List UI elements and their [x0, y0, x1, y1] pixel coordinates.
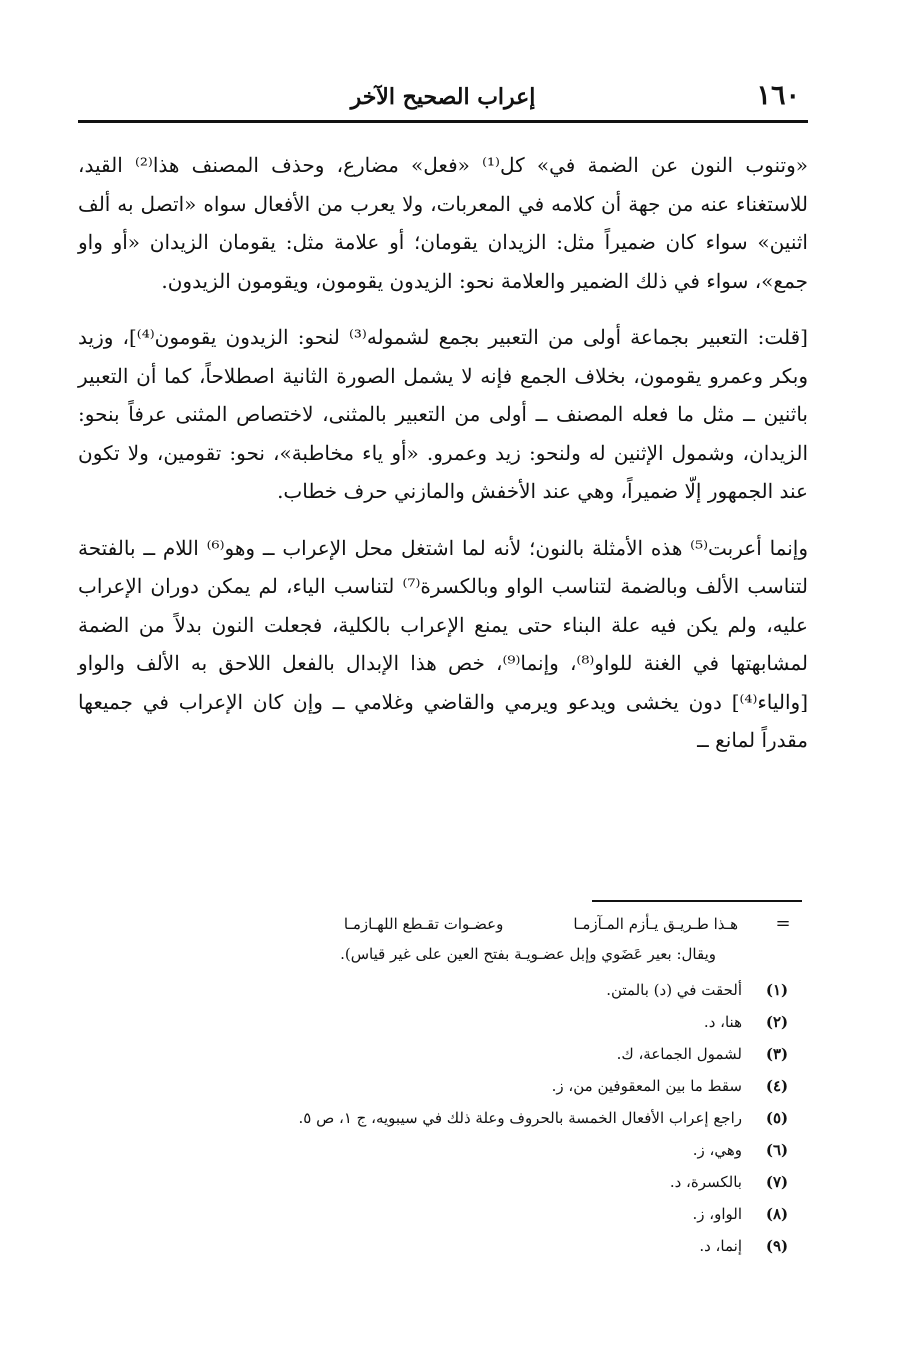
page-header — [78, 78, 808, 120]
footnote-item — [78, 1070, 808, 1102]
header-rule — [78, 120, 808, 123]
footnote-item — [78, 1102, 808, 1134]
footnote-item — [78, 1230, 808, 1262]
footnote-number: (٢) — [765, 1013, 789, 1031]
footnote-separator — [592, 900, 802, 902]
footnote-item — [78, 1134, 808, 1166]
footnote-number: (٦) — [765, 1141, 789, 1159]
running-title: إعراب الصحيح الآخر — [350, 84, 536, 110]
footnote-item — [78, 1166, 808, 1198]
footnote-item — [78, 974, 808, 1006]
footnote-number: (٣) — [765, 1045, 789, 1063]
footnote-text: سقط ما بين المعقوفين من، ز. — [551, 1077, 742, 1095]
footnote-text: إنما، د. — [699, 1237, 742, 1255]
carryover-marker: = — [775, 913, 791, 934]
footnote-text: الواو، ز. — [692, 1205, 742, 1223]
footnote-carryover — [78, 908, 808, 940]
footnote-number: (٨) — [765, 1205, 789, 1223]
footnote-text: راجع إعراب الأفعال الخمسة بالحروف وعلة ذلك في سيبويه، ج ١، ص ٥. — [298, 1109, 742, 1127]
footnote-text: ألحقت في (د) بالمتن. — [606, 981, 742, 999]
paragraph: [قلت: التعبير بجماعة أولى من التعبير بجمع لشموله⁽³⁾ لنحو: الزيدون يقومون⁽⁴⁾]، وزيد وبكر وعمرو يقومون، بخلاف الجمع فإنه لا يشمل الصورة الثانية اصطلاحاً، كما أن التعبير باثنين ــ مثل ما فعله المصنف ــ أولى من التعبير بالمثنى، لاختصاص المثنى عرفاً بنحو: الزيدان، وشمول الإثنين له ولنحو: زيد وعمرو. «أو ياء مخاطبة»، نحو: تقومين، ولا تكون عند الجمهور إلّا ضميراً، وهي عند الأخفش والمازني حرف خطاب. — [78, 325, 808, 503]
footnote-text: وهي، ز. — [692, 1141, 742, 1159]
verse-hemistich: هـذا طـريـق يـأزم المـآزمـا — [573, 915, 738, 933]
footnote-text: هنا، د. — [703, 1013, 742, 1031]
footnote-item — [78, 1006, 808, 1038]
verse-hemistich: وعضـوات تقـطع اللهـازمـا — [343, 915, 504, 933]
footnote-number: (١) — [765, 981, 789, 999]
footnote-number: (٥) — [765, 1109, 789, 1127]
footnotes — [78, 908, 808, 1262]
footnote-item — [78, 1038, 808, 1070]
main-text — [78, 146, 808, 760]
footnote-number: (٧) — [765, 1173, 789, 1191]
footnote-number: (٩) — [765, 1237, 789, 1255]
footnote-number: (٤) — [765, 1077, 789, 1095]
page-number: ١٦٠ — [756, 80, 800, 111]
paragraph: وإنما أعربت⁽⁵⁾ هذه الأمثلة بالنون؛ لأنه لما اشتغل محل الإعراب ــ وهو⁽⁶⁾ اللام ــ بالفتحة لتناسب الألف وبالضمة لتناسب الواو وبالكسرة⁽⁷⁾ لتناسب الياء، لم يمكن دوران الإعراب عليه، ولم يكن فيه علة البناء حتى يمنع الإعراب بالكلية، فجعلت النون بدلاً من الضمة لمشابهتها في الغنة للواو⁽⁸⁾، وإنما⁽⁹⁾، خص هذا الإبدال بالفعل اللاحق به الألف والواو [والياء⁽⁴⁾] دون يخشى ويدعو ويرمي والقاضي وغلامي ــ وإن كان الإعراب في جميعها مقدراً لمانع ــ — [78, 535, 809, 752]
footnote-text: بالكسرة، د. — [669, 1173, 742, 1191]
footnote-continuation: ويقال: بعير عَضَوي وإبل عضـويـة بفتح العين على غير قياس). — [340, 945, 716, 963]
footnote-item — [78, 1198, 808, 1230]
verse-line — [344, 908, 758, 940]
footnote-text: لشمول الجماعة، ك. — [616, 1045, 742, 1063]
paragraph: «وتنوب النون عن الضمة في» كل⁽¹⁾ «فعل» مضارع، وحذف المصنف هذا⁽²⁾ القيد، للاستغناء عنه من جهة أن كلامه في المعربات، ولا يعرب من الأفعال سواه «اتصل به ألف اثنين» سواء كان ضميراً مثل: الزيدان يقومان؛ أو علامة مثل: يقومان الزيدان «أو واو جمع»، سواء في ذلك الضمير والعلامة نحو: الزيدون يقومون، ويقومون الزيدون. — [78, 153, 808, 293]
